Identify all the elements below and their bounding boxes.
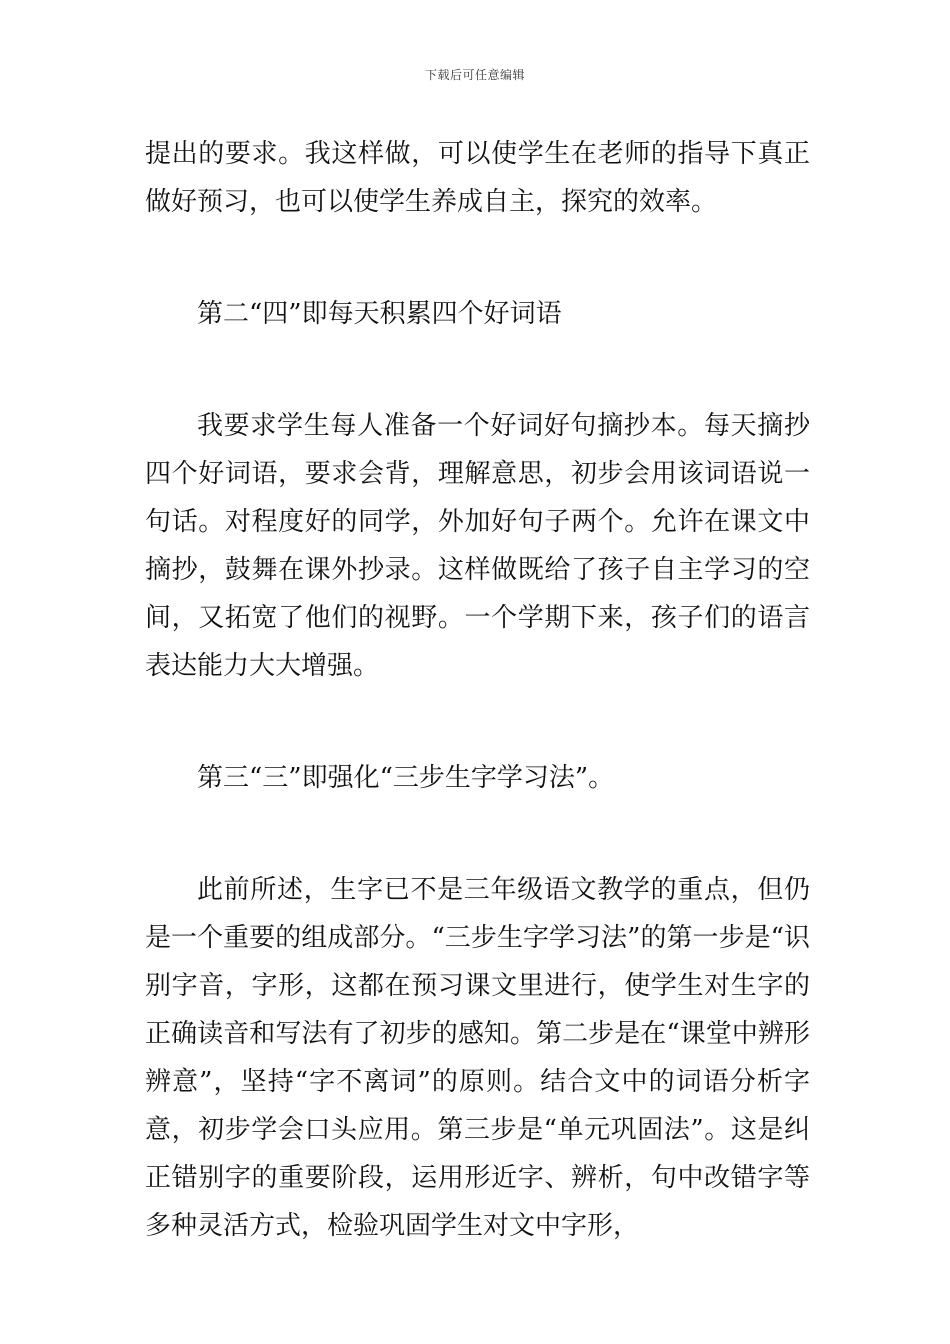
paragraph-vocabulary: 我要求学生每人准备一个好词好句摘抄本。每天摘抄四个好词语，要求会背，理解意思，初步会用该词语说一句话。对程度好的同学，外加好句子两个。允许在课文中摘抄，鼓舞在课外抄录。这样做既给了孩子自主学习的空间，又拓宽了他们的视野。一个学期下来，孩子们的语言表达能力大大增强。	[145, 411, 810, 681]
paragraph-character-method: 此前所述，生字已不是三年级语文教学的重点，但仍是一个重要的组成部分。“三步生字学习法”的第一步是“识别字音，字形，这都在预习课文里进行，使学生对生字的正确读音和写法有了初步的感知。第二步是在“课堂中辨形辨意”，坚持“字不离词”的原则。结合文中的词语分析字意，初步学会口头应用。第三步是“单元巩固法”。这是纠正错别字的重要阶段，运用形近字、辨析，句中改错字等多种灵活方式，检验巩固学生对文中字形，	[145, 875, 810, 1241]
paragraph-spacer	[145, 802, 810, 866]
paragraph-spacer	[145, 226, 810, 290]
section-heading-three: 第三“三”即强化“三步生字学习法”。	[197, 763, 615, 793]
document-body	[145, 130, 810, 1250]
page-header: 下载后可任意编辑	[424, 68, 525, 82]
paragraph-spacer	[145, 690, 810, 754]
paragraph-spacer	[145, 338, 810, 402]
paragraph-continuation: 提出的要求。我这样做，可以使学生在老师的指导下真正做好预习，也可以使学生养成自主，探究的效率。	[145, 139, 810, 217]
section-heading-two: 第二“四”即每天积累四个好词语	[197, 299, 562, 329]
